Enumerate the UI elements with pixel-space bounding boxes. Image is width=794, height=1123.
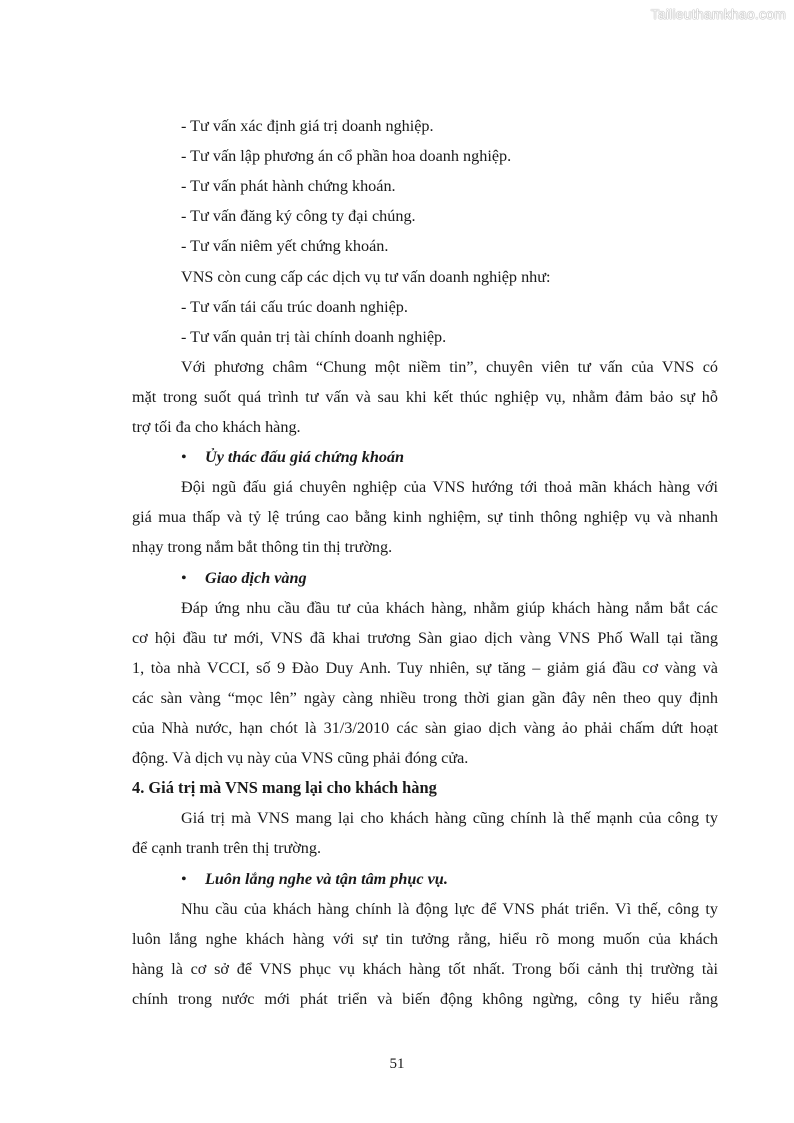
paragraph-line: động. Và dịch vụ này của VNS cũng phải đóng cửa. (132, 749, 469, 768)
paragraph-line: trợ tối đa cho khách hàng. (132, 418, 301, 436)
paragraph-line: giá mua thấp và tỷ lệ trúng cao bằng kinh nghiệm, sự tinh thông nghiệp vụ và nhanh (132, 508, 718, 527)
list-item: - Tư vấn quản trị tài chính doanh nghiệp. (181, 327, 447, 346)
paragraph-line: mặt trong suốt quá trình tư vấn và sau khi kết thúc nghiệp vụ, nhằm đảm bảo sự hỗ (132, 387, 718, 406)
paragraph-line: của Nhà nước, hạn chót là 31/3/2010 các sàn giao dịch vàng ảo phải chấm dứt hoạt (132, 719, 718, 737)
paragraph-line: nhạy trong nắm bắt thông tin thị trường. (132, 538, 393, 557)
paragraph-line: hàng là cơ sở để VNS phục vụ khách hàng tốt nhất. Trong bối cảnh thị trường tài (132, 959, 718, 978)
watermark: Tailieuthamkhao.com (650, 6, 786, 22)
subsection-heading (181, 869, 767, 889)
list-item: - Tư vấn niêm yết chứng khoán. (181, 237, 389, 256)
paragraph-line: cơ hội đầu tư mới, VNS đã khai trương Sàn giao dịch vàng VNS Phố Wall tại tầng (132, 628, 718, 647)
list-item: - Tư vấn phát hành chứng khoán. (181, 177, 396, 196)
bullet-icon: • (181, 568, 187, 587)
paragraph-line: chính trong nước mới phát triển và biến động không ngừng, công ty hiểu rằng (132, 989, 718, 1008)
subsection-heading (181, 447, 767, 467)
paragraph-line: Giá trị mà VNS mang lại cho khách hàng cũng chính là thế mạnh của công ty (181, 809, 718, 828)
paragraph-line: luôn lắng nghe khách hàng với sự tin tưởng rằng, hiểu rõ mong muốn của khách (132, 929, 718, 948)
subsection-title: Giao dịch vàng (205, 568, 307, 587)
paragraph-line: Nhu cầu của khách hàng chính là động lực để VNS phát triển. Vì thế, công ty (181, 899, 718, 918)
paragraph-line: các sàn vàng “mọc lên” ngày càng nhiều trong thời gian gần đây nên theo quy định (132, 688, 718, 707)
paragraph-line: Đội ngũ đấu giá chuyên nghiệp của VNS hướng tới thoả mãn khách hàng với (181, 478, 718, 497)
list-item: - Tư vấn lập phương án cổ phần hoa doanh nghiệp. (181, 147, 512, 166)
list-item: - Tư vấn xác định giá trị doanh nghiệp. (181, 117, 434, 135)
paragraph-line: VNS còn cung cấp các dịch vụ tư vấn doanh nghiệp như: (181, 267, 551, 286)
subsection-heading (181, 568, 767, 588)
subsection-title: Luôn lắng nghe và tận tâm phục vụ. (205, 869, 448, 888)
paragraph-line: 1, tòa nhà VCCI, số 9 Đào Duy Anh. Tuy nhiên, sự tăng – giảm giá đầu cơ vàng và (132, 658, 718, 677)
paragraph-line: Đáp ứng nhu cầu đầu tư của khách hàng, nhằm giúp khách hàng nắm bắt các (181, 598, 718, 617)
bullet-icon: • (181, 448, 187, 467)
section-heading: 4. Giá trị mà VNS mang lại cho khách hàng (132, 778, 437, 798)
list-item: - Tư vấn đăng ký công ty đại chúng. (181, 207, 416, 226)
subsection-title: Ủy thác đấu giá chứng khoán (205, 448, 405, 467)
page-number: 51 (389, 1056, 405, 1072)
list-item: - Tư vấn tái cấu trúc doanh nghiệp. (181, 297, 408, 316)
paragraph-line: để cạnh tranh trên thị trường. (132, 839, 322, 858)
paragraph-line: Với phương châm “Chung một niềm tin”, chuyên viên tư vấn của VNS có (181, 357, 718, 376)
bullet-icon: • (181, 869, 187, 888)
